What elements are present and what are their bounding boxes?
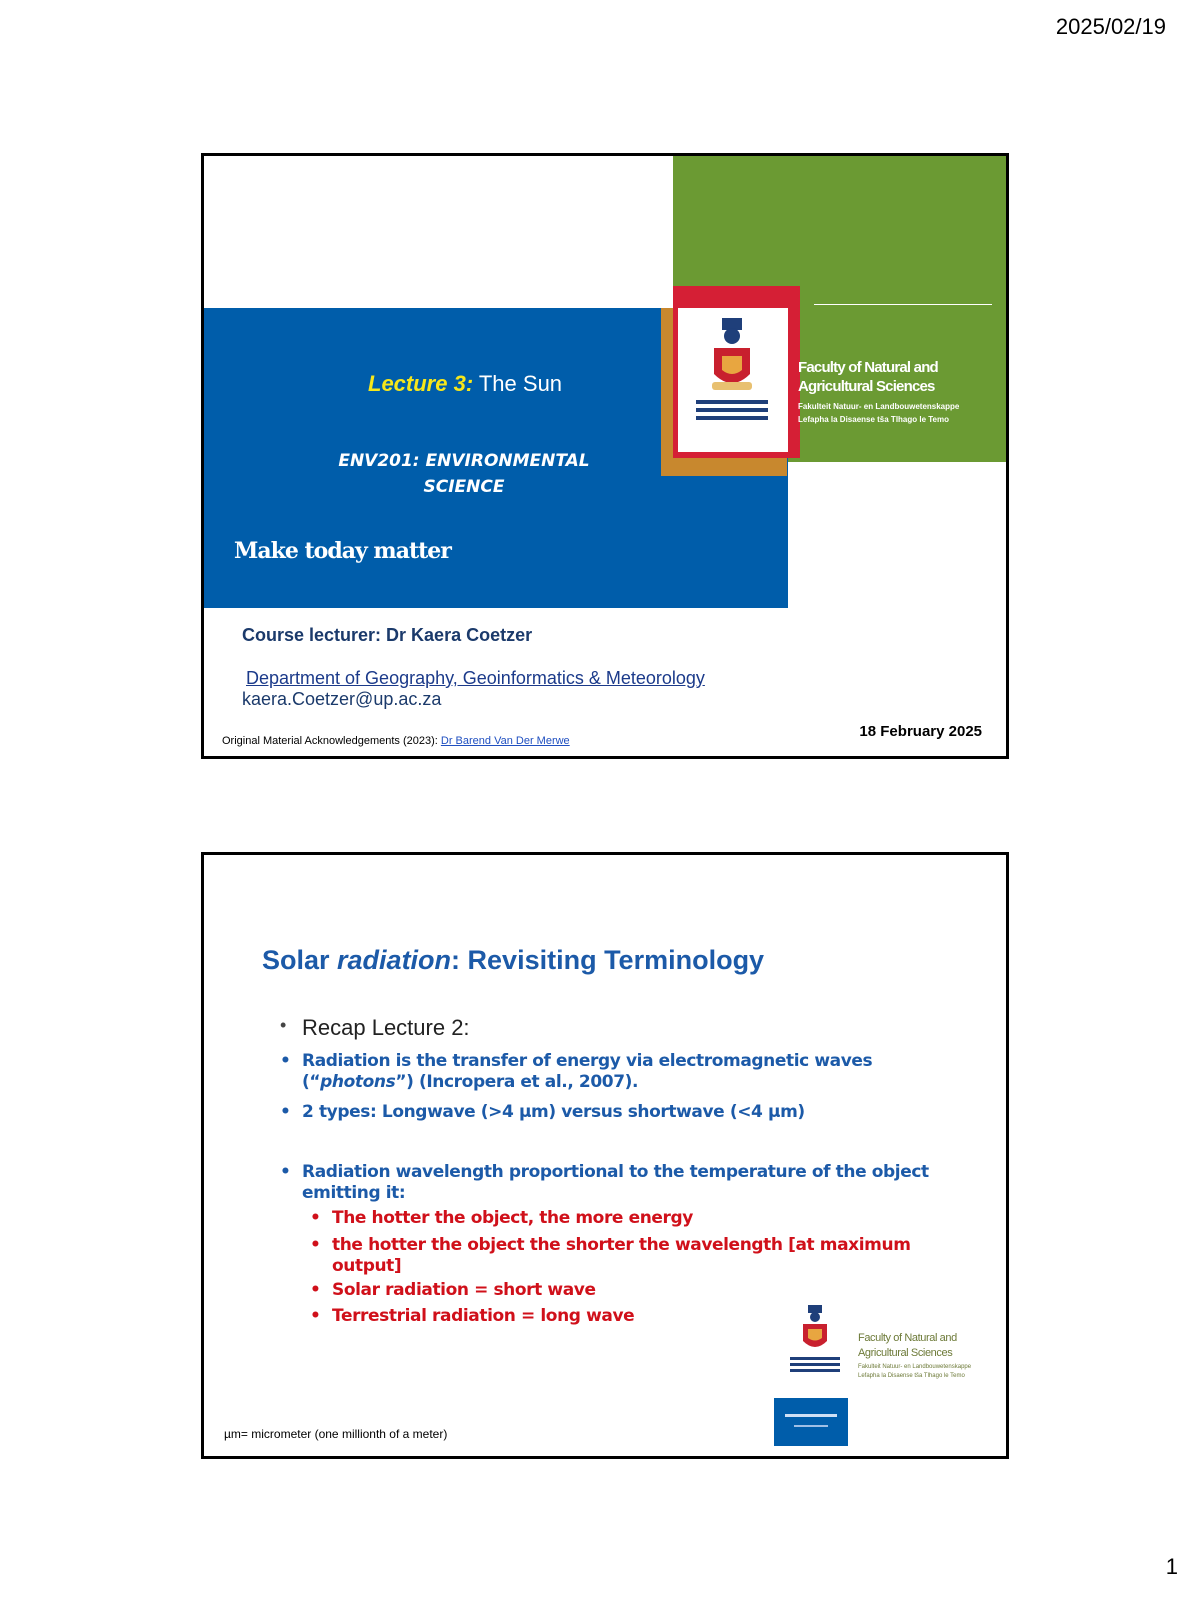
slide-title (262, 945, 764, 976)
mini-faculty-name (858, 1331, 982, 1381)
bullet-dot-icon: • (280, 1102, 291, 1122)
mini-faculty-line1: Faculty of Natural and (858, 1332, 957, 1344)
faculty-name (798, 358, 998, 426)
bullet-dot-icon: • (310, 1306, 321, 1326)
lecturer-email: kaera.Coetzer@up.ac.za (242, 689, 442, 709)
title-slide (201, 153, 1009, 759)
mini-faculty-line2: Agricultural Sciences (858, 1347, 953, 1359)
bullet-dot-icon: • (280, 1051, 291, 1071)
lecture-topic: The Sun (473, 371, 563, 396)
bullet-recap (280, 1015, 470, 1041)
bullet1-line2 (302, 1072, 962, 1093)
university-crest-icon (784, 1303, 848, 1383)
sub-bullet-energy (310, 1208, 693, 1229)
lecture-title (368, 371, 562, 397)
logo-box (678, 308, 788, 452)
acknowledgement-text: Original Material Acknowledgements (2023): (222, 735, 441, 747)
title-part2: : Revisiting Terminology (451, 945, 765, 975)
recap-text: Recap Lecture 2: (302, 1015, 470, 1040)
content-slide (201, 852, 1009, 1459)
page-date: 2025/02/19 (1055, 14, 1166, 39)
sub3-text: Solar radiation = short wave (332, 1280, 596, 1300)
title-part1: Solar (262, 945, 338, 975)
bullet-radiation-types (280, 1102, 805, 1123)
divider-line (814, 304, 992, 305)
title-italic: radiation (337, 945, 452, 975)
sub4-text: Terrestrial radiation = long wave (332, 1306, 635, 1326)
bullet-radiation-definition (280, 1051, 962, 1093)
bullet-dot-icon: • (310, 1235, 321, 1255)
sub2-line2: output] (332, 1256, 402, 1276)
faculty-logo (778, 1303, 978, 1403)
sub2-line1: the hotter the object the shorter the wavelength [at maximum (332, 1235, 911, 1255)
bullet-wavelength (280, 1162, 982, 1204)
acknowledgement (222, 735, 570, 747)
bullet-dot-icon: • (280, 1015, 287, 1035)
faculty-sub1: Fakulteit Natuur- en Landbouwetenskappe (798, 402, 960, 411)
bullet1-line1: Radiation is the transfer of energy via electromagnetic waves (302, 1051, 873, 1071)
footnote: µm= micrometer (one millionth of a meter) (224, 1427, 448, 1441)
motto: Make today matter (234, 538, 451, 564)
course-lecturer: Course lecturer: Dr Kaera Coetzer (242, 625, 533, 645)
sub-bullet-solar (310, 1280, 596, 1301)
university-crest-icon (678, 308, 788, 452)
bullet-dot-icon: • (310, 1208, 321, 1228)
bullet3-line1: Radiation wavelength proportional to the temperature of the object (302, 1162, 929, 1182)
bullet-dot-icon: • (280, 1162, 291, 1182)
bullet2-text: 2 types: Longwave (>4 µm) versus shortwave (<4 µm) (302, 1102, 805, 1122)
bullet3-line2: emitting it: (302, 1183, 406, 1203)
department-link[interactable]: Department of Geography, Geoinformatics & Meteorology (246, 668, 705, 688)
citation: ”) (Incropera et al., 2007). (395, 1072, 639, 1092)
sub1-text: The hotter the object, the more energy (332, 1208, 693, 1228)
course-name-line2: SCIENCE (423, 477, 505, 497)
quote-open: (“ (302, 1072, 321, 1092)
course-name-line1: ENV201: ENVIRONMENTAL (338, 451, 590, 471)
lecture-label: Lecture 3: (368, 371, 474, 396)
photons-word: photons (320, 1072, 396, 1092)
page-number: 1 (1165, 1554, 1178, 1579)
lecture-date: 18 February 2025 (859, 723, 982, 740)
mini-faculty-sub2: Lefapha la Disaense tša Tlhago le Temo (858, 1373, 965, 1379)
sub-bullet-shorter-wavelength (310, 1235, 932, 1277)
sub-bullet-terrestrial (310, 1306, 635, 1327)
faculty-line1: Faculty of Natural and (798, 359, 938, 376)
bullet-dot-icon: • (310, 1280, 321, 1300)
mini-blue-block (774, 1398, 848, 1446)
faculty-sub2: Lefapha la Disaense tša Tlhago le Temo (798, 415, 950, 424)
mini-faculty-sub1: Fakulteit Natuur- en Landbouwetenskappe (858, 1364, 972, 1370)
acknowledgement-link[interactable]: Dr Barend Van Der Merwe (440, 735, 570, 747)
faculty-line2: Agricultural Sciences (798, 378, 935, 395)
course-name (304, 448, 624, 500)
